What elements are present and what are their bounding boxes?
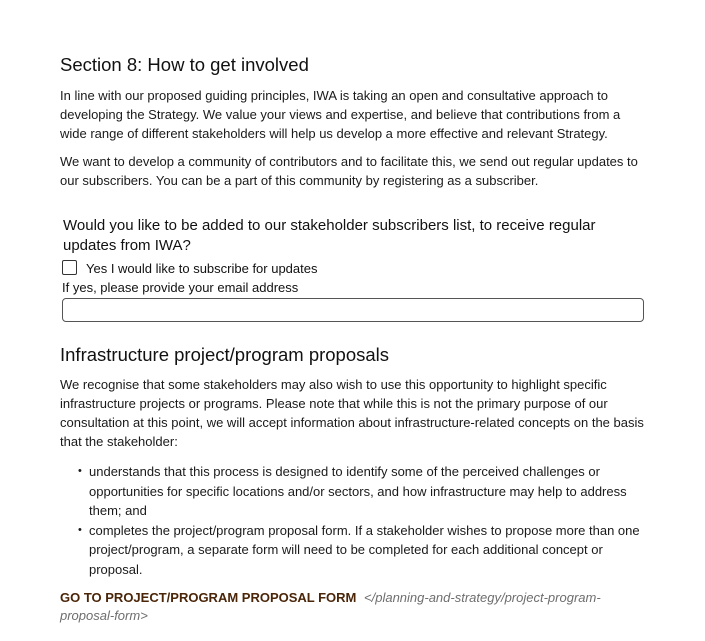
proposal-form-url: </planning-and-strategy/project-program-proposal-form> (60, 590, 601, 623)
subscribe-checkbox[interactable] (62, 260, 77, 275)
subscribe-checkbox-row[interactable] (62, 256, 650, 278)
email-field[interactable] (62, 298, 644, 322)
list-item (78, 521, 650, 580)
section-8-paragraph-2: We want to develop a community of contributors and to facilitate this, we send out regular updates to our subscribers. You can be a part of this community by registering as a subscriber. (60, 154, 638, 188)
subscribe-checkbox-label[interactable]: Yes I would like to subscribe for updates (86, 261, 318, 276)
infrastructure-heading: Infrastructure project/program proposals (60, 344, 390, 365)
proposal-form-link[interactable]: GO TO PROJECT/PROGRAM PROPOSAL FORM (60, 590, 357, 605)
bullet-icon: • (78, 523, 82, 536)
subscribe-question: Would you like to be added to our stakeholder subscribers list, to receive regular updates from IWA? (63, 217, 596, 254)
list-item-text: understands that this process is designed to identify some of the perceived challenges or opportunities for specific locations and/or sectors, and how infrastructure may help to address them; and (89, 464, 627, 518)
infrastructure-paragraph: We recognise that some stakeholders may also wish to use this opportunity to highlight specific infrastructure projects or programs. Please note that while this is not the primary purpose of our consultation at this point, we will accept information about infrastructure-related concepts on the basis that the stakeholder: (60, 377, 644, 449)
list-item-text: completes the project/program proposal form. If a stakeholder wishes to propose more than one project/program, a separate form will need to be completed for each additional concept or proposal. (89, 522, 640, 577)
section-8-heading: Section 8: How to get involved (60, 54, 309, 75)
section-8-paragraph-1: In line with our proposed guiding principles, IWA is taking an open and consultative approach to developing the Strategy. We value your views and expertise, and believe that contributions from a wide range of different stakeholders will help us develop a more effective and relevant Strategy. (60, 88, 621, 141)
bullet-icon: • (78, 465, 82, 477)
criteria-list (78, 462, 650, 579)
proposal-form-cta (60, 589, 650, 625)
email-field-label: If yes, please provide your email address (62, 280, 299, 295)
list-item (78, 462, 650, 521)
